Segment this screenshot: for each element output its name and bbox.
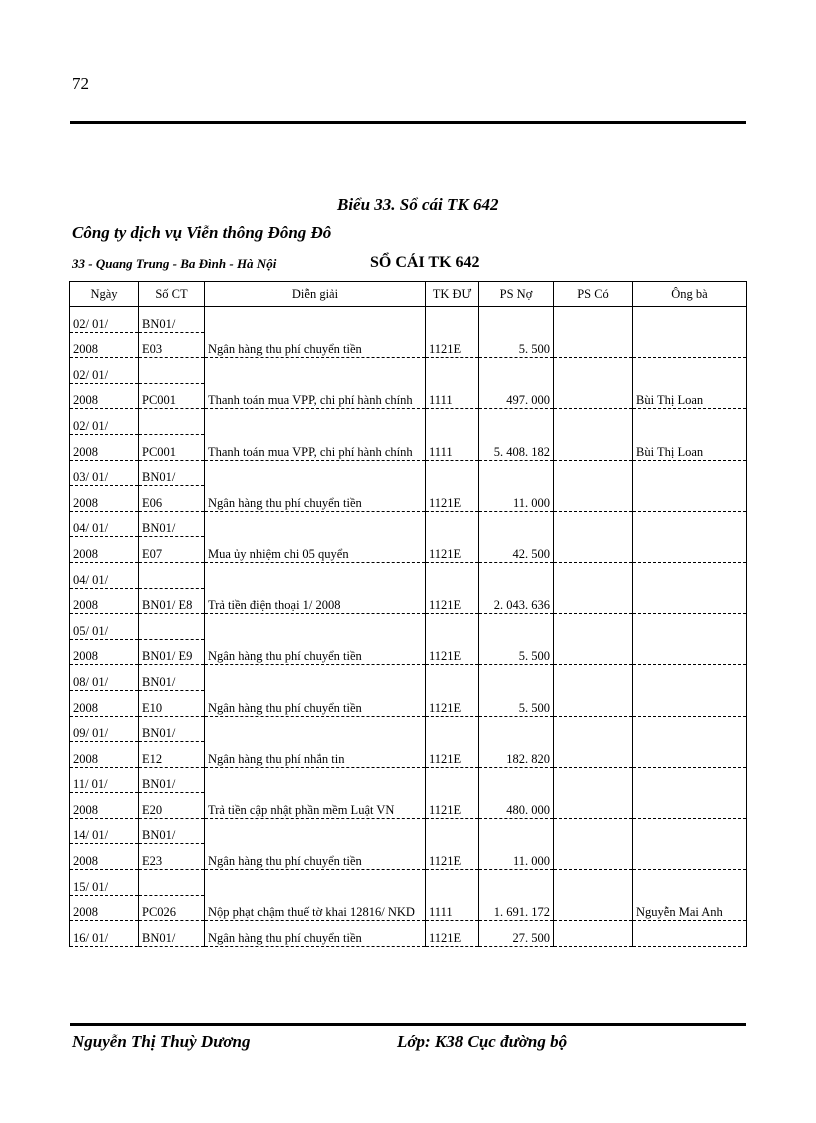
- date-cell: 2008: [70, 690, 139, 716]
- acct-cell: 1121E: [426, 767, 479, 818]
- acct-cell: 1121E: [426, 614, 479, 665]
- table-row: [70, 307, 747, 333]
- desc-cell: Ngân hàng thu phí chuyển tiền: [205, 460, 426, 511]
- credit-cell: [554, 870, 633, 921]
- doc-cell: BN01/: [139, 665, 205, 691]
- acct-cell: 1121E: [426, 716, 479, 767]
- desc-cell: Nộp phạt chậm thuế tờ khai 12816/ NKD: [205, 870, 426, 921]
- credit-cell: [554, 818, 633, 869]
- person-cell: [633, 921, 747, 947]
- acct-cell: 1121E: [426, 307, 479, 358]
- desc-cell: Ngân hàng thu phí chuyển tiền: [205, 307, 426, 358]
- desc-cell: Ngân hàng thu phí chuyển tiền: [205, 665, 426, 716]
- acct-cell: 1121E: [426, 562, 479, 613]
- debit-cell: 480. 000: [479, 767, 554, 818]
- date-cell: 2008: [70, 537, 139, 563]
- credit-cell: [554, 358, 633, 409]
- date-cell: 09/ 01/: [70, 716, 139, 742]
- date-cell: 15/ 01/: [70, 870, 139, 896]
- table-row: [70, 409, 747, 435]
- table-row: [70, 921, 747, 947]
- col-header-doc: Số CT: [139, 282, 205, 307]
- date-cell: 2008: [70, 383, 139, 409]
- debit-cell: 11. 000: [479, 818, 554, 869]
- col-header-credit: PS Có: [554, 282, 633, 307]
- form-title: Biểu 33. Sổ cái TK 642: [337, 195, 499, 214]
- table-row: [70, 562, 747, 588]
- debit-cell: 1. 691. 172: [479, 870, 554, 921]
- debit-cell: 5. 500: [479, 614, 554, 665]
- credit-cell: [554, 716, 633, 767]
- doc-cell: BN01/ E9: [139, 639, 205, 665]
- debit-cell: 11. 000: [479, 460, 554, 511]
- desc-cell: Ngân hàng thu phí chuyển tiền: [205, 921, 426, 947]
- doc-cell: E10: [139, 690, 205, 716]
- table-row: [70, 665, 747, 691]
- doc-cell: PC001: [139, 434, 205, 460]
- person-cell: Bùi Thị Loan: [633, 409, 747, 460]
- credit-cell: [554, 665, 633, 716]
- doc-cell: [139, 614, 205, 640]
- date-cell: 2008: [70, 486, 139, 512]
- date-cell: 08/ 01/: [70, 665, 139, 691]
- acct-cell: 1121E: [426, 921, 479, 947]
- desc-cell: Ngân hàng thu phí chuyển tiền: [205, 614, 426, 665]
- desc-cell: Thanh toán mua VPP, chi phí hành chính: [205, 358, 426, 409]
- credit-cell: [554, 409, 633, 460]
- person-cell: [633, 307, 747, 358]
- desc-cell: Trả tiền cập nhật phần mềm Luật VN: [205, 767, 426, 818]
- date-cell: 16/ 01/: [70, 921, 139, 947]
- date-cell: 02/ 01/: [70, 409, 139, 435]
- date-cell: 14/ 01/: [70, 818, 139, 844]
- desc-cell: Ngân hàng thu phí nhắn tin: [205, 716, 426, 767]
- acct-cell: 1111: [426, 358, 479, 409]
- date-cell: 03/ 01/: [70, 460, 139, 486]
- date-cell: 2008: [70, 332, 139, 358]
- date-cell: 11/ 01/: [70, 767, 139, 793]
- person-cell: [633, 614, 747, 665]
- doc-cell: E20: [139, 793, 205, 819]
- person-cell: Bùi Thị Loan: [633, 358, 747, 409]
- doc-cell: BN01/: [139, 307, 205, 333]
- col-header-date: Ngày: [70, 282, 139, 307]
- table-row: [70, 614, 747, 640]
- person-cell: [633, 767, 747, 818]
- debit-cell: 5. 500: [479, 665, 554, 716]
- ledger-title: SỔ CÁI TK 642: [370, 254, 480, 271]
- debit-cell: 42. 500: [479, 511, 554, 562]
- desc-cell: Ngân hàng thu phí chuyển tiền: [205, 818, 426, 869]
- header-rule: [70, 121, 746, 124]
- date-cell: 2008: [70, 793, 139, 819]
- table-row: [70, 460, 747, 486]
- acct-cell: 1111: [426, 870, 479, 921]
- date-cell: 2008: [70, 844, 139, 870]
- acct-cell: 1111: [426, 409, 479, 460]
- person-cell: [633, 460, 747, 511]
- desc-cell: Thanh toán mua VPP, chi phí hành chính: [205, 409, 426, 460]
- date-cell: 04/ 01/: [70, 562, 139, 588]
- desc-cell: Mua ủy nhiệm chi 05 quyển: [205, 511, 426, 562]
- table-row: [70, 511, 747, 537]
- date-cell: 2008: [70, 434, 139, 460]
- doc-cell: [139, 358, 205, 384]
- person-cell: [633, 511, 747, 562]
- doc-cell: PC026: [139, 895, 205, 921]
- acct-cell: 1121E: [426, 665, 479, 716]
- doc-cell: BN01/: [139, 716, 205, 742]
- ledger-body: [70, 307, 747, 947]
- credit-cell: [554, 614, 633, 665]
- doc-cell: E07: [139, 537, 205, 563]
- date-cell: 05/ 01/: [70, 614, 139, 640]
- doc-cell: BN01/: [139, 511, 205, 537]
- person-cell: Nguyễn Mai Anh: [633, 870, 747, 921]
- company-name: Công ty dịch vụ Viễn thông Đông Đô: [72, 223, 332, 242]
- doc-cell: BN01/: [139, 921, 205, 947]
- table-row: [70, 818, 747, 844]
- date-cell: 2008: [70, 588, 139, 614]
- debit-cell: 497. 000: [479, 358, 554, 409]
- col-header-debit: PS Nợ: [479, 282, 554, 307]
- doc-cell: BN01/ E8: [139, 588, 205, 614]
- credit-cell: [554, 767, 633, 818]
- desc-cell: Trả tiền điện thoại 1/ 2008: [205, 562, 426, 613]
- col-header-person: Ông bà: [633, 282, 747, 307]
- doc-cell: E12: [139, 742, 205, 768]
- date-cell: 02/ 01/: [70, 307, 139, 333]
- doc-cell: [139, 870, 205, 896]
- col-header-acct: TK ĐƯ: [426, 282, 479, 307]
- person-cell: [633, 665, 747, 716]
- date-cell: 2008: [70, 895, 139, 921]
- page-number: 72: [72, 74, 89, 93]
- table-row: [70, 716, 747, 742]
- table-row: [70, 767, 747, 793]
- ledger-table: [69, 281, 747, 947]
- credit-cell: [554, 562, 633, 613]
- credit-cell: [554, 511, 633, 562]
- credit-cell: [554, 307, 633, 358]
- date-cell: 2008: [70, 742, 139, 768]
- table-row: [70, 358, 747, 384]
- person-cell: [633, 562, 747, 613]
- doc-cell: [139, 409, 205, 435]
- credit-cell: [554, 460, 633, 511]
- debit-cell: 182. 820: [479, 716, 554, 767]
- doc-cell: [139, 562, 205, 588]
- footer-rule: [70, 1023, 746, 1026]
- doc-cell: BN01/: [139, 818, 205, 844]
- date-cell: 02/ 01/: [70, 358, 139, 384]
- acct-cell: 1121E: [426, 818, 479, 869]
- person-cell: [633, 818, 747, 869]
- doc-cell: E03: [139, 332, 205, 358]
- doc-cell: E06: [139, 486, 205, 512]
- acct-cell: 1121E: [426, 460, 479, 511]
- doc-cell: E23: [139, 844, 205, 870]
- date-cell: 2008: [70, 639, 139, 665]
- debit-cell: 27. 500: [479, 921, 554, 947]
- debit-cell: 5. 500: [479, 307, 554, 358]
- person-cell: [633, 716, 747, 767]
- col-header-desc: Diễn giải: [205, 282, 426, 307]
- debit-cell: 2. 043. 636: [479, 562, 554, 613]
- table-row: [70, 870, 747, 896]
- doc-cell: PC001: [139, 383, 205, 409]
- footer-class: Lớp: K38 Cục đường bộ: [397, 1032, 568, 1051]
- date-cell: 04/ 01/: [70, 511, 139, 537]
- company-address: 33 - Quang Trung - Ba Đình - Hà Nội: [72, 256, 277, 271]
- debit-cell: 5. 408. 182: [479, 409, 554, 460]
- doc-cell: BN01/: [139, 460, 205, 486]
- footer-author: Nguyễn Thị Thuỳ Dương: [72, 1032, 251, 1051]
- credit-cell: [554, 921, 633, 947]
- acct-cell: 1121E: [426, 511, 479, 562]
- doc-cell: BN01/: [139, 767, 205, 793]
- table-header-row: [70, 282, 747, 307]
